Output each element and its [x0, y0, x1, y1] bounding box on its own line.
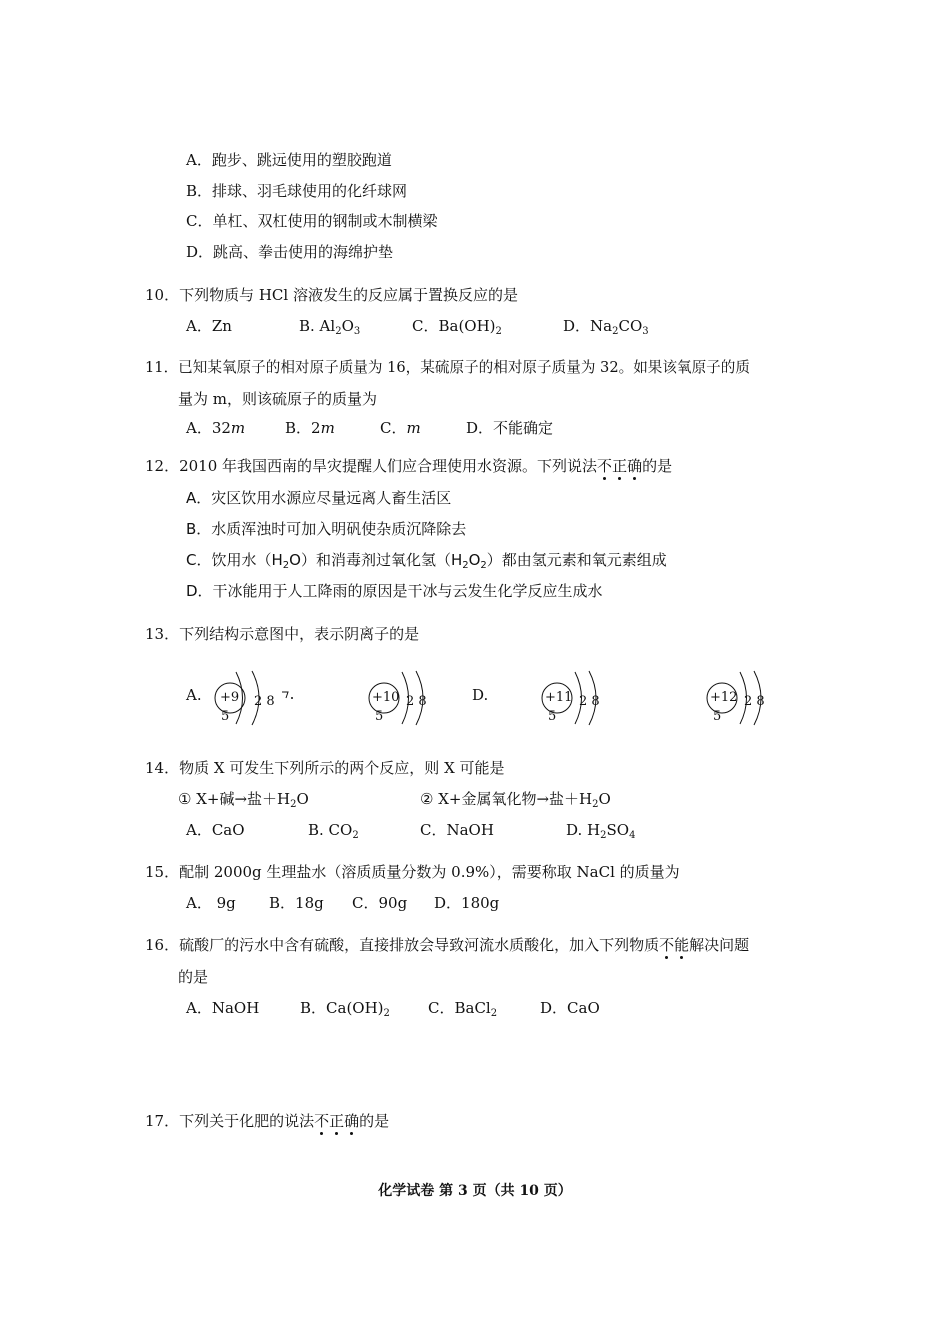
- q12-option-c: C．饮用水$(H_2O)$和消毒剂过氧化氢$(H_2O_2)$都由氢元素和氧元素组成: [186, 551, 667, 571]
- atom-mark-d: 5: [713, 709, 722, 724]
- q10-option-a: A．Zn: [186, 317, 232, 335]
- atom-mark-c: 5: [548, 709, 557, 724]
- q16-option-d: D．CaO: [540, 999, 600, 1017]
- q13-label-d: D.: [472, 686, 489, 704]
- q12-option-b: B．水质浑浊时可加入明矾使杂质沉降除去: [186, 520, 467, 538]
- atom-nucleus-c: +11: [545, 690, 573, 705]
- q12-option-d: D．干冰能用于人工降雨的原因是干冰与云发生化学反应生成水: [186, 582, 603, 600]
- atom-mark-b: 5: [375, 709, 384, 724]
- q10-option-c: C．$Ba(OH)_2$: [412, 317, 502, 337]
- q10-stem: 10．下列物质与 HCl 溶液发生的反应属于置换反应的是: [145, 286, 518, 304]
- q16-option-c: C．BaCl$_2$: [428, 999, 498, 1019]
- q9-option-a: A．跑步、跳远使用的塑胶跑道: [186, 151, 392, 169]
- q16-stem-line2: 的是: [178, 968, 209, 986]
- q15-option-a: A． 9g: [186, 894, 236, 912]
- q15-option-b: B．18g: [269, 894, 324, 912]
- q11-option-b: B．2m: [285, 419, 335, 437]
- atom-nucleus-a: +9: [220, 690, 240, 705]
- atom-shells-label-d: 2 8: [744, 694, 765, 709]
- q11-stem-line2: 量为 m，则该硫原子的质量为: [178, 390, 377, 408]
- q14-option-a: A．CaO: [186, 821, 245, 839]
- q11-option-a: A．32m: [186, 419, 246, 437]
- atom-nucleus-b: +10: [372, 690, 400, 705]
- q14-option-d: D. $H_2SO_4$: [566, 821, 636, 841]
- q14-reaction-1: ① X+碱→盐$+H_2O$: [178, 790, 309, 810]
- q11-option-d: D．不能确定: [466, 419, 554, 437]
- q15-option-d: D．180g: [434, 894, 500, 912]
- atom-diagram-c: [539, 668, 629, 728]
- q17-stem: 17．下列关于化肥的说法不正确的是: [145, 1112, 390, 1130]
- atom-nucleus-d: +12: [710, 690, 738, 705]
- q13-stem: 13．下列结构示意图中，表示阴离子的是: [145, 625, 420, 643]
- q12-stem: 12．2010 年我国西南的旱灾提醒人们应合理使用水资源。下列说法不正确的是: [145, 457, 673, 475]
- q10-option-d: D．$Na_2CO_3$: [563, 317, 649, 337]
- q14-option-b: B. $CO_2$: [308, 821, 359, 841]
- q9-option-d: D．跳高、拳击使用的海绵护垫: [186, 243, 394, 261]
- atom-diagram-b: [366, 668, 456, 728]
- page-footer: 化学试卷 第 3 页（共 10 页）: [378, 1183, 572, 1199]
- q12-option-a: A．灾区饮用水源应尽量远离人畜生活区: [186, 489, 452, 507]
- q9-option-c: C．单杠、双杠使用的钢制或木制横梁: [186, 212, 438, 230]
- q16-stem: 16．硫酸厂的污水中含有硫酸，直接排放会导致河流水质酸化，加入下列物质不能解决问题: [145, 936, 750, 954]
- atom-shells-label-c: 2 8: [579, 694, 600, 709]
- q11-option-c: C．m: [380, 419, 421, 437]
- q16-option-b: B．$Ca(OH)_2$: [300, 999, 390, 1019]
- atom-mark-a: 5: [221, 709, 230, 724]
- q15-stem: 15．配制 2000g 生理盐水（溶质质量分数为 0.9%），需要称取 NaCl 的质量为: [145, 863, 680, 881]
- q9-option-b: B．排球、羽毛球使用的化纤球网: [186, 182, 408, 200]
- q10-option-b: B. $Al_2O_3$: [299, 317, 361, 337]
- q14-stem: 14．物质 X 可发生下列所示的两个反应，则 X 可能是: [145, 759, 505, 777]
- q14-option-c: C．NaOH: [420, 821, 494, 839]
- q16-option-a: A．NaOH: [186, 999, 260, 1017]
- q13-label-a: A.: [186, 686, 202, 704]
- atom-diagram-a: [212, 668, 302, 728]
- q15-option-c: C．90g: [352, 894, 408, 912]
- atom-diagram-d: [704, 668, 794, 728]
- q11-stem-line1: 11．已知某氧原子的相对原子质量为 16，某硫原子的相对原子质量为 32。如果该氧原子的质: [145, 359, 750, 376]
- atom-shells-label-a: 2 8: [254, 694, 275, 709]
- atom-shells-label-b: 2 8: [406, 694, 427, 709]
- q14-reaction-2: ② X+金属氧化物→盐$+H_2O$: [420, 790, 611, 810]
